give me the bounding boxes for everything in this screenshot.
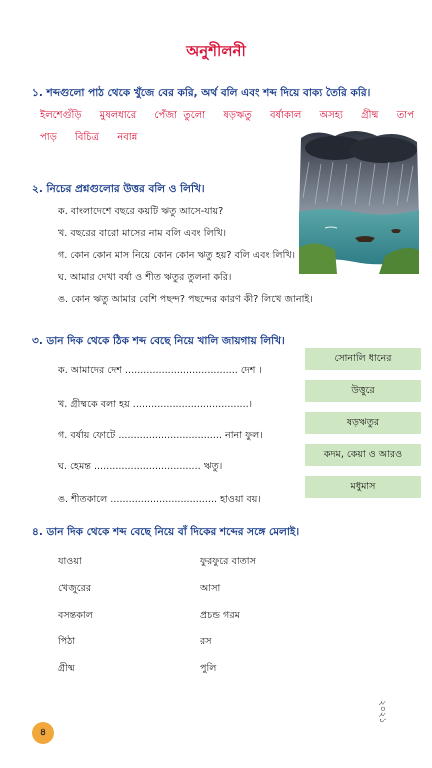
match-right-item: রস xyxy=(200,636,212,647)
word-option: সোনালি ধানের xyxy=(305,348,421,370)
match-left-item: গ্রীষ্ম xyxy=(58,663,75,674)
fill-blank-ka: ক. আমাদের দেশ ..................................... দেশ । xyxy=(58,365,262,376)
word-option: উত্তুরে xyxy=(305,380,421,402)
match-left-item: পিঠা xyxy=(58,636,76,647)
word: বিচিত্র xyxy=(75,132,100,143)
word: তাপ xyxy=(396,110,414,121)
question-ga: গ. কোন কোন মাস নিয়ে কোন কোন ঋতু হয়? বলি এবং লিখি। xyxy=(58,250,296,261)
page-title: অনুশীলনী xyxy=(186,42,246,60)
question-umo: ঙ. কোন ঋতু আমার বেশি পছন্দ? পছন্দের কারণ কী? লিখে জানাই। xyxy=(58,294,313,305)
match-left-item: খেজুরের xyxy=(58,583,92,594)
match-right-item: পুলি xyxy=(200,663,217,674)
word-option: মধুমাস xyxy=(305,476,421,498)
section1-words-row2 xyxy=(40,130,149,147)
word: নবান্ন xyxy=(117,132,138,143)
match-right-item: ফুরফুরে বাতাস xyxy=(200,556,256,567)
page-number-badge: ৪ xyxy=(32,722,54,744)
fill-blank-umo: ঙ. শীতকালে ................................... হাওয়া বয়। xyxy=(58,494,261,505)
fill-blank-kha: খ. গ্রীষ্মকে বলা হয় ......................................। xyxy=(58,399,253,410)
match-left-item: যাওয়া xyxy=(58,556,82,567)
word: পেঁজা তুলো xyxy=(154,110,206,121)
section3-heading: ৩. ডান দিক থেকে ঠিক শব্দ বেছে নিয়ে খালি জায়গায় লিখি। xyxy=(32,335,285,347)
match-right-item: আসা xyxy=(200,583,221,594)
word: ষড়ঋতু xyxy=(223,110,252,121)
word: ইলশেগুঁড়ি xyxy=(40,110,82,121)
rain-storm-over-river-icon xyxy=(295,128,423,276)
side-year-label: ২০২১ xyxy=(377,700,387,724)
word-option: ষড়ঋতুর xyxy=(305,412,421,434)
section1-words-row1 xyxy=(40,108,426,125)
fill-blank-gha: ঘ. হেমন্ত ................................... ঋতু। xyxy=(58,461,223,472)
match-right-item: প্রচন্ড গরম xyxy=(200,610,240,621)
word: বর্ষাকাল xyxy=(269,110,302,121)
section1-heading: ১. শব্দগুলো পাঠ থেকে খুঁজে বের করি, অর্থ বলি এবং শব্দ দিয়ে বাক্য তৈরি করি। xyxy=(32,87,371,99)
word: অসহ্য xyxy=(319,110,343,121)
question-ka: ক. বাংলাদেশে বছরে কয়টি ঋতু আসে-যায়? xyxy=(58,206,224,217)
question-kha: খ. বছরের বারো মাসের নাম বলি এবং লিখি। xyxy=(58,228,227,239)
word: গ্রীষ্ম xyxy=(361,110,379,121)
word: মুষলধারে xyxy=(99,110,137,121)
section4-heading: ৪. ডান দিক থেকে শব্দ বেছে নিয়ে বাঁ দিকের শব্দের সঙ্গে মেলাই। xyxy=(32,526,300,538)
fill-blank-ga: গ. বর্ষায় ফোটে .................................. নানা ফুল। xyxy=(58,430,263,441)
section2-heading: ২. নিচের প্রশ্নগুলোর উত্তর বলি ও লিখি। xyxy=(32,183,205,195)
word: পাড় xyxy=(40,132,57,143)
question-gha: ঘ. আমার দেখা বর্ষা ও শীত ঋতুর তুলনা করি। xyxy=(58,272,232,283)
match-left-item: বসন্তকাল xyxy=(58,610,93,621)
word-option: কদম, কেয়া ও আরও xyxy=(305,444,421,466)
